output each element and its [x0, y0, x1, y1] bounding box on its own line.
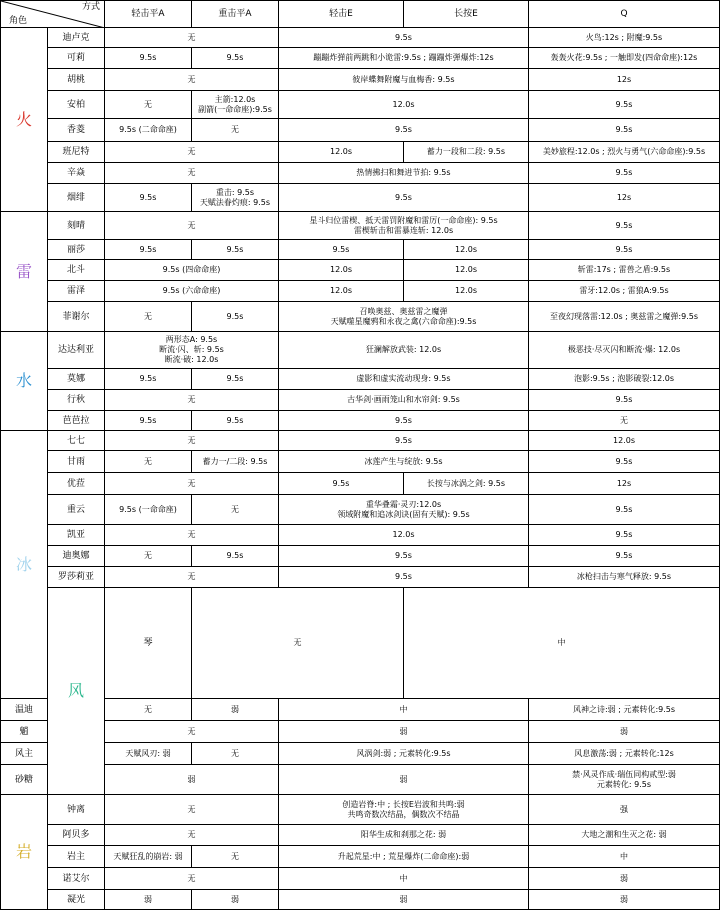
heavy-attack-cell: 无	[192, 743, 279, 765]
character-name: 重云	[48, 495, 105, 525]
character-name: 芭芭拉	[48, 411, 105, 431]
table-row	[1, 390, 720, 411]
table-row	[1, 184, 720, 212]
table-row	[1, 699, 720, 721]
e-cell: 9.5s	[279, 546, 529, 567]
character-name: 甘雨	[48, 451, 105, 473]
light-attack-cell: 9.5s	[105, 369, 192, 390]
character-name: 胡桃	[48, 69, 105, 91]
e-cell: 中	[279, 868, 529, 890]
light-attack-cell: 无	[105, 451, 192, 473]
attack-cell: 无	[105, 163, 279, 184]
table-row	[1, 302, 720, 332]
table-row	[1, 332, 720, 369]
hold-e-cell: 长按与冰涡之剑: 9.5s	[404, 473, 529, 495]
q-cell: 弱	[529, 721, 720, 743]
tap-e-cell: 12.0s	[279, 260, 404, 281]
light-attack-cell: 9.5s (一命命座)	[105, 495, 192, 525]
table-row	[1, 142, 720, 163]
table-row	[1, 212, 720, 240]
character-name: 菲谢尔	[48, 302, 105, 332]
e-cell: 升起荒星:中 ; 荒星爆炸(二命命座):弱	[279, 846, 529, 868]
table-row	[1, 795, 720, 825]
q-cell: 9.5s	[529, 451, 720, 473]
tap-e-cell: 12.0s	[279, 281, 404, 302]
heavy-attack-cell: 主箭:12.0s 副箭(一命命座):9.5s	[192, 91, 279, 119]
q-cell: 12.0s	[529, 431, 720, 451]
attack-cell: 9.5s (四命命座)	[105, 260, 279, 281]
element-anemo-label: 风	[48, 588, 105, 795]
table-row	[1, 567, 720, 588]
character-name: 七七	[48, 431, 105, 451]
e-cell: 弱	[279, 765, 529, 795]
element-geo-label: 岩	[1, 795, 48, 910]
light-attack-cell: 天赋狂乱的崩岩: 弱	[105, 846, 192, 868]
q-cell: 泡影:9.5s ; 泡影破裂:12.0s	[529, 369, 720, 390]
character-name: 砂糖	[1, 765, 48, 795]
q-cell: 9.5s	[529, 212, 720, 240]
attack-cell: 无	[105, 868, 279, 890]
e-cell: 虚影和虚实流动现身: 9.5s	[279, 369, 529, 390]
e-cell: 热情拂扫和舞进节拍: 9.5s	[279, 163, 529, 184]
hold-e-cell: 12.0s	[404, 260, 529, 281]
e-cell: 冰莲产生与绽放: 9.5s	[279, 451, 529, 473]
character-name: 诺艾尔	[48, 868, 105, 890]
character-name: 风主	[1, 743, 48, 765]
attack-cell: 无	[105, 431, 279, 451]
attack-cell: 无	[105, 825, 279, 846]
e-cell: 古华剑·画雨笼山和水帘剑: 9.5s	[279, 390, 529, 411]
header-method-label: 方式	[81, 2, 100, 12]
attack-cell: 无	[105, 69, 279, 91]
tap-e-cell: 12.0s	[279, 142, 404, 163]
e-cell: 9.5s	[279, 431, 529, 451]
light-attack-cell: 9.5s (二命命座)	[105, 119, 192, 142]
attack-cell: 弱	[105, 765, 279, 795]
attack-cell: 无	[105, 567, 279, 588]
light-attack-cell: 9.5s	[105, 48, 192, 69]
q-cell: 9.5s	[529, 495, 720, 525]
e-cell: 阳华生成和刹那之花: 弱	[279, 825, 529, 846]
light-attack-cell: 无	[105, 91, 192, 119]
e-cell: 弱	[279, 721, 529, 743]
light-attack-cell: 9.5s	[105, 240, 192, 260]
light-attack-cell: 9.5s	[105, 184, 192, 212]
q-cell: 冰枪扫击与寒气释放: 9.5s	[529, 567, 720, 588]
table-row	[1, 825, 720, 846]
tap-e-cell: 9.5s	[279, 473, 404, 495]
attack-cell: 无	[105, 473, 279, 495]
table-row	[1, 525, 720, 546]
hold-e-cell: 12.0s	[404, 281, 529, 302]
e-cell: 狂澜解放武装: 12.0s	[279, 332, 529, 369]
heavy-attack-cell: 蓄力一/二段: 9.5s	[192, 451, 279, 473]
table-row	[1, 28, 720, 48]
header-heavy-attack: 重击平A	[192, 1, 279, 28]
q-cell: 12s	[529, 184, 720, 212]
table-row	[1, 91, 720, 119]
heavy-attack-cell: 9.5s	[192, 546, 279, 567]
element-electro-label: 雷	[1, 212, 48, 332]
e-cell: 召唤奥兹、奥兹雷之魔弹 天赋噬星魔鸦和永夜之禽(六命命座):9.5s	[279, 302, 529, 332]
q-cell: 美妙旅程:12.0s ; 烈火与勇气(六命命座):9.5s	[529, 142, 720, 163]
light-attack-cell: 天赋风刃: 弱	[105, 743, 192, 765]
heavy-attack-cell: 9.5s	[192, 240, 279, 260]
e-cell: 9.5s	[279, 28, 529, 48]
attack-cell: 无	[105, 795, 279, 825]
heavy-attack-cell: 9.5s	[192, 302, 279, 332]
element-pyro-label: 火	[1, 28, 48, 212]
hold-e-cell: 蓄力一段和二段: 9.5s	[404, 142, 529, 163]
q-cell: 强	[529, 795, 720, 825]
character-name: 雷泽	[48, 281, 105, 302]
light-attack-cell: 无	[105, 699, 192, 721]
character-name: 烟绯	[48, 184, 105, 212]
heavy-attack-cell: 重击: 9.5s 天赋法眷灼痕: 9.5s	[192, 184, 279, 212]
attack-cell: 无	[105, 142, 279, 163]
character-name: 岩主	[48, 846, 105, 868]
element-hydro-label: 水	[1, 332, 48, 431]
table-row	[1, 721, 720, 743]
table-row	[1, 588, 720, 699]
e-cell: 9.5s	[279, 119, 529, 142]
tap-e-cell: 9.5s	[279, 240, 404, 260]
heavy-attack-cell: 弱	[192, 699, 279, 721]
q-cell: 斩雷:17s ; 雷兽之盾:9.5s	[529, 260, 720, 281]
table-row	[1, 743, 720, 765]
e-cell: 重华叠霜·灵刃:12.0s 领域附魔和追冰剑诀(固有天赋): 9.5s	[279, 495, 529, 525]
light-attack-cell: 无	[105, 302, 192, 332]
table-row	[1, 48, 720, 69]
light-attack-cell: 9.5s	[105, 411, 192, 431]
light-attack-cell: 无	[105, 546, 192, 567]
e-cell: 蹦蹦炸弹前两跳和小诡雷:9.5s ; 蹦蹦炸弹爆炸:12s	[279, 48, 529, 69]
table-row	[1, 240, 720, 260]
e-cell: 9.5s	[279, 567, 529, 588]
character-name: 凯亚	[48, 525, 105, 546]
q-cell: 12s	[529, 473, 720, 495]
character-name: 优菈	[48, 473, 105, 495]
q-cell: 风神之诗:弱 ; 元素转化:9.5s	[529, 699, 720, 721]
q-cell: 9.5s	[529, 163, 720, 184]
heavy-attack-cell: 9.5s	[192, 369, 279, 390]
attack-cell: 无	[192, 588, 404, 699]
header-character-label: 角色	[9, 16, 28, 26]
table-row	[1, 846, 720, 868]
q-cell: 9.5s	[529, 525, 720, 546]
table-row	[1, 868, 720, 890]
table-row	[1, 431, 720, 451]
q-cell: 风息激荡:弱 ; 元素转化:12s	[529, 743, 720, 765]
heavy-attack-cell: 无	[192, 119, 279, 142]
character-name: 刻晴	[48, 212, 105, 240]
table-row	[1, 369, 720, 390]
table-row	[1, 411, 720, 431]
attack-cell: 无	[105, 390, 279, 411]
header-corner-cell	[1, 1, 105, 28]
character-name: 凝光	[48, 890, 105, 910]
q-cell: 火鸟:12s ; 附魔:9.5s	[529, 28, 720, 48]
light-attack-cell: 弱	[105, 890, 192, 910]
heavy-attack-cell: 9.5s	[192, 411, 279, 431]
q-cell: 弱	[529, 868, 720, 890]
e-cell: 9.5s	[279, 411, 529, 431]
character-name: 魈	[1, 721, 48, 743]
e-cell: 12.0s	[279, 525, 529, 546]
character-name: 安柏	[48, 91, 105, 119]
character-name: 温迪	[1, 699, 48, 721]
e-cell: 中	[279, 699, 529, 721]
character-name: 迪奥娜	[48, 546, 105, 567]
heavy-attack-cell: 无	[192, 846, 279, 868]
q-cell: 雷牙:12.0s ; 雷狼A:9.5s	[529, 281, 720, 302]
heavy-attack-cell: 9.5s	[192, 48, 279, 69]
e-cell: 彼岸蝶舞附魔与血梅香: 9.5s	[279, 69, 529, 91]
e-cell: 中	[404, 588, 720, 699]
character-name: 可莉	[48, 48, 105, 69]
character-name: 罗莎莉亚	[48, 567, 105, 588]
header-light-attack: 轻击平A	[105, 1, 192, 28]
header-q: Q	[529, 1, 720, 28]
table-row	[1, 495, 720, 525]
q-cell: 中	[529, 846, 720, 868]
table-row	[1, 163, 720, 184]
q-cell: 大地之潮和生灭之花: 弱	[529, 825, 720, 846]
e-cell: 弱	[279, 890, 529, 910]
character-name: 班尼特	[48, 142, 105, 163]
e-cell: 9.5s	[279, 184, 529, 212]
q-cell: 极恶技·尽灭闪和断流·爆: 12.0s	[529, 332, 720, 369]
character-name: 丽莎	[48, 240, 105, 260]
q-cell: 无	[529, 411, 720, 431]
e-cell: 星斗归位雷楔、抵天雷罚附魔和雷厉(一命命座): 9.5s 雷楔斩击和雷暴连斩: 12.0s	[279, 212, 529, 240]
character-name: 辛焱	[48, 163, 105, 184]
q-cell: 至夜幻现落雷:12.0s ; 奥兹雷之魔弹:9.5s	[529, 302, 720, 332]
table-row	[1, 473, 720, 495]
character-name: 行秋	[48, 390, 105, 411]
e-cell: 创造岩脊:中 ; 长按E岩波和共鸣:弱 共鸣奇数次结晶，偶数次不结晶	[279, 795, 529, 825]
heavy-attack-cell: 无	[192, 495, 279, 525]
character-name: 达达利亚	[48, 332, 105, 369]
character-name: 迪卢克	[48, 28, 105, 48]
table-row	[1, 765, 720, 795]
q-cell: 9.5s	[529, 91, 720, 119]
attack-cell: 无	[105, 212, 279, 240]
table-row	[1, 451, 720, 473]
e-cell: 风涡剑:弱 ; 元素转化:9.5s	[279, 743, 529, 765]
q-cell: 禁·风灵作成·瑞伍同构贰型:弱 元素转化: 9.5s	[529, 765, 720, 795]
table-row	[1, 69, 720, 91]
q-cell: 9.5s	[529, 240, 720, 260]
heavy-attack-cell: 弱	[192, 890, 279, 910]
q-cell: 轰轰火花:9.5s ; 一触即发(四命命座):12s	[529, 48, 720, 69]
table-row	[1, 890, 720, 910]
attack-cell: 无	[105, 28, 279, 48]
attack-cell: 9.5s (六命命座)	[105, 281, 279, 302]
character-name: 琴	[105, 588, 192, 699]
q-cell: 9.5s	[529, 546, 720, 567]
header-row	[1, 1, 720, 28]
attack-cell: 两形态A: 9.5s 断流·闪、斩: 9.5s 断流·破: 12.0s	[105, 332, 279, 369]
header-hold-e: 长按E	[404, 1, 529, 28]
q-cell: 9.5s	[529, 390, 720, 411]
character-name: 阿贝多	[48, 825, 105, 846]
e-cell: 12.0s	[279, 91, 529, 119]
table-row	[1, 281, 720, 302]
q-cell: 9.5s	[529, 119, 720, 142]
q-cell: 弱	[529, 890, 720, 910]
character-name: 钟离	[48, 795, 105, 825]
hold-e-cell: 12.0s	[404, 240, 529, 260]
header-tap-e: 轻击E	[279, 1, 404, 28]
attack-cell: 无	[105, 721, 279, 743]
element-cryo-label: 冰	[1, 431, 48, 699]
attack-cell: 无	[105, 525, 279, 546]
table-row	[1, 260, 720, 281]
q-cell: 12s	[529, 69, 720, 91]
character-name: 北斗	[48, 260, 105, 281]
character-name: 香菱	[48, 119, 105, 142]
table-row	[1, 546, 720, 567]
table-row	[1, 119, 720, 142]
character-name: 莫娜	[48, 369, 105, 390]
